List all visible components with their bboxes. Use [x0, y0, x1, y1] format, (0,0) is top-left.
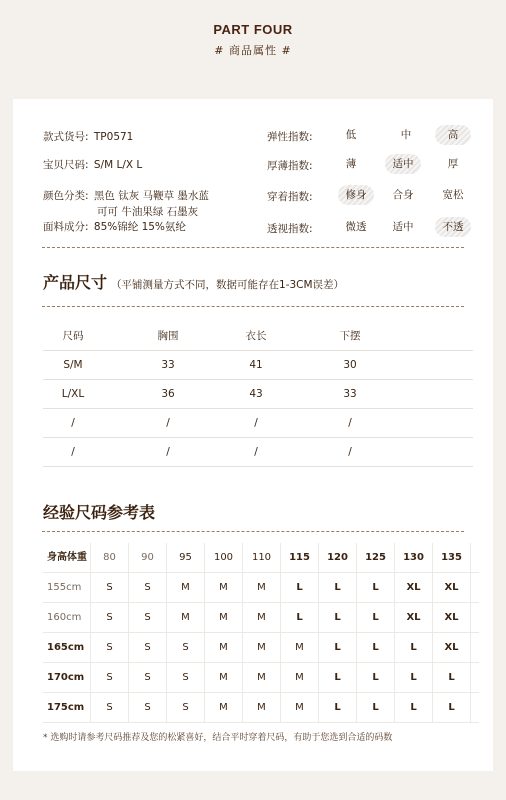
ref-cell: M	[205, 663, 243, 693]
ref-cell: 155cm	[43, 573, 91, 603]
ref-cell: XL	[395, 603, 433, 633]
page-header	[0, 22, 506, 58]
ref-table-row	[43, 603, 479, 633]
ref-header-cell: 95	[167, 543, 205, 573]
level-label: 弹性指数:	[267, 131, 313, 143]
ref-cell: XL	[395, 573, 433, 603]
size-reference-table	[43, 543, 479, 723]
ref-cell: S	[91, 663, 129, 693]
size-cell: 33	[343, 388, 357, 400]
divider	[42, 531, 464, 532]
ref-cell: L	[395, 693, 433, 723]
footnote: * 选购时请参考尺码推荐及您的松紧喜好，结合平时穿着尺码，有助于您选到合适的码数	[43, 733, 393, 743]
part-title: PART FOUR	[213, 22, 293, 37]
ref-cell: L	[357, 633, 395, 663]
size-header-cell: 下摆	[339, 330, 361, 342]
level-option: 低	[345, 129, 357, 141]
attr-item-size	[43, 157, 142, 172]
ref-cell: L	[319, 603, 357, 633]
ref-cell: M	[167, 603, 205, 633]
level-option: 薄	[345, 158, 357, 170]
ref-cell: L	[433, 693, 471, 723]
ref-cell: S	[167, 633, 205, 663]
size-cell: 30	[343, 359, 357, 371]
ref-header-cell: 135	[433, 543, 471, 573]
ref-cell: M	[243, 633, 281, 663]
size-cell: 43	[249, 388, 263, 400]
size-table-row	[43, 409, 473, 438]
ref-cell: S	[129, 573, 167, 603]
attr-label: 宝贝尺码:	[43, 159, 89, 171]
size-cell: /	[348, 446, 352, 458]
size-cell: 33	[161, 359, 175, 371]
ref-header-cell: 90	[129, 543, 167, 573]
ref-cell: M	[281, 663, 319, 693]
attr-item-style-no	[43, 129, 133, 144]
ref-header-cell: 身高体重	[43, 543, 91, 573]
size-table-row	[43, 351, 473, 380]
ref-cell: L	[319, 573, 357, 603]
ref-table-row	[43, 693, 479, 723]
size-cell: 36	[161, 388, 175, 400]
divider	[42, 247, 464, 248]
ref-cell: M	[281, 633, 319, 663]
ref-cell: XL	[433, 633, 471, 663]
level-option: 适中	[392, 221, 414, 233]
attr-label: 款式货号:	[43, 131, 89, 143]
level-option-selected: 不透	[435, 217, 471, 237]
size-table-row	[43, 380, 473, 409]
ref-header-cell: 80	[91, 543, 129, 573]
attr-value: 85%锦纶 15%氨纶	[93, 221, 186, 233]
size-section-note: （平铺测量方式不同，数据可能存在1-3CM误差）	[111, 279, 345, 291]
attr-value: TP0571	[93, 131, 134, 143]
ref-header-cell: 120	[319, 543, 357, 573]
ref-cell: M	[205, 693, 243, 723]
size-cell: L/XL	[61, 388, 85, 400]
level-label: 厚薄指数:	[267, 160, 313, 172]
divider	[42, 306, 464, 307]
ref-cell: M	[243, 603, 281, 633]
size-table-header	[43, 322, 473, 351]
ref-cell: S	[91, 603, 129, 633]
size-table-row	[43, 438, 473, 467]
ref-cell: M	[243, 573, 281, 603]
size-table	[43, 322, 473, 467]
ref-cell: L	[319, 633, 357, 663]
ref-cell: S	[129, 663, 167, 693]
size-cell: /	[254, 417, 258, 429]
level-option: 微透	[345, 221, 367, 233]
ref-cell: S	[167, 663, 205, 693]
level-option-selected: 修身	[338, 185, 374, 205]
ref-cell: XL	[433, 573, 471, 603]
ref-cell: L	[357, 603, 395, 633]
ref-cell: L	[281, 573, 319, 603]
ref-cell: L	[395, 663, 433, 693]
ref-cell: M	[243, 693, 281, 723]
ref-section-title: 经验尺码参考表	[43, 503, 156, 522]
attr-item-color	[43, 188, 209, 203]
level-option: 厚	[447, 158, 459, 170]
ref-cell: S	[91, 573, 129, 603]
level-label: 穿着指数:	[267, 191, 313, 203]
ref-cell: S	[129, 693, 167, 723]
size-header-cell: 胸围	[157, 330, 179, 342]
size-cell: /	[71, 417, 75, 429]
size-cell: S/M	[63, 359, 83, 371]
ref-table-row	[43, 663, 479, 693]
ref-cell: L	[357, 663, 395, 693]
size-cell: /	[166, 417, 170, 429]
size-cell: 41	[249, 359, 263, 371]
attr-item-color-cont	[97, 204, 198, 219]
ref-cell: L	[319, 693, 357, 723]
size-section-title	[43, 270, 344, 293]
ref-cell: S	[167, 693, 205, 723]
ref-cell: L	[281, 603, 319, 633]
level-label: 透视指数:	[267, 223, 313, 235]
size-cell: /	[348, 417, 352, 429]
level-option-selected: 适中	[385, 154, 421, 174]
ref-header-cell: 130	[395, 543, 433, 573]
ref-cell: L	[395, 633, 433, 663]
attr-label: 颜色分类:	[43, 190, 89, 202]
level-option: 合身	[392, 189, 414, 201]
attr-value: S/M L/X L	[93, 159, 143, 171]
size-cell: /	[254, 446, 258, 458]
size-cell: /	[166, 446, 170, 458]
attr-item-fabric	[43, 219, 186, 234]
ref-table-row	[43, 573, 479, 603]
size-header-cell: 衣长	[245, 330, 267, 342]
ref-cell: L	[319, 663, 357, 693]
ref-header-cell: 115	[281, 543, 319, 573]
ref-cell: 160cm	[43, 603, 91, 633]
part-subtitle: # 商品属性 #	[214, 44, 292, 57]
ref-table-header	[43, 543, 479, 573]
ref-cell: M	[205, 573, 243, 603]
size-header-cell: 尺码	[62, 330, 84, 342]
ref-table-row	[43, 633, 479, 663]
ref-header-cell: 110	[243, 543, 281, 573]
ref-cell: 175cm	[43, 693, 91, 723]
ref-cell: XL	[433, 603, 471, 633]
ref-cell: S	[129, 603, 167, 633]
ref-cell: 170cm	[43, 663, 91, 693]
ref-cell: L	[357, 573, 395, 603]
ref-cell: M	[281, 693, 319, 723]
attr-value: 黑色 钛灰 马鞭草 墨水蓝	[93, 190, 209, 202]
ref-cell: L	[433, 663, 471, 693]
level-option-selected: 高	[435, 125, 471, 145]
ref-cell: M	[167, 573, 205, 603]
ref-cell: M	[205, 603, 243, 633]
ref-cell: M	[205, 633, 243, 663]
ref-cell: 165cm	[43, 633, 91, 663]
ref-cell: L	[357, 693, 395, 723]
level-option: 宽松	[442, 189, 464, 201]
size-cell: /	[71, 446, 75, 458]
ref-cell: M	[243, 663, 281, 693]
ref-header-cell: 125	[357, 543, 395, 573]
level-option: 中	[400, 129, 412, 141]
ref-header-cell: 100	[205, 543, 243, 573]
size-section-heading: 产品尺寸	[43, 273, 108, 292]
ref-cell: S	[91, 693, 129, 723]
attr-value: 可可 牛油果绿 石墨灰	[97, 206, 199, 218]
ref-cell: S	[129, 633, 167, 663]
attr-label: 面料成分:	[43, 221, 89, 233]
ref-cell: S	[91, 633, 129, 663]
